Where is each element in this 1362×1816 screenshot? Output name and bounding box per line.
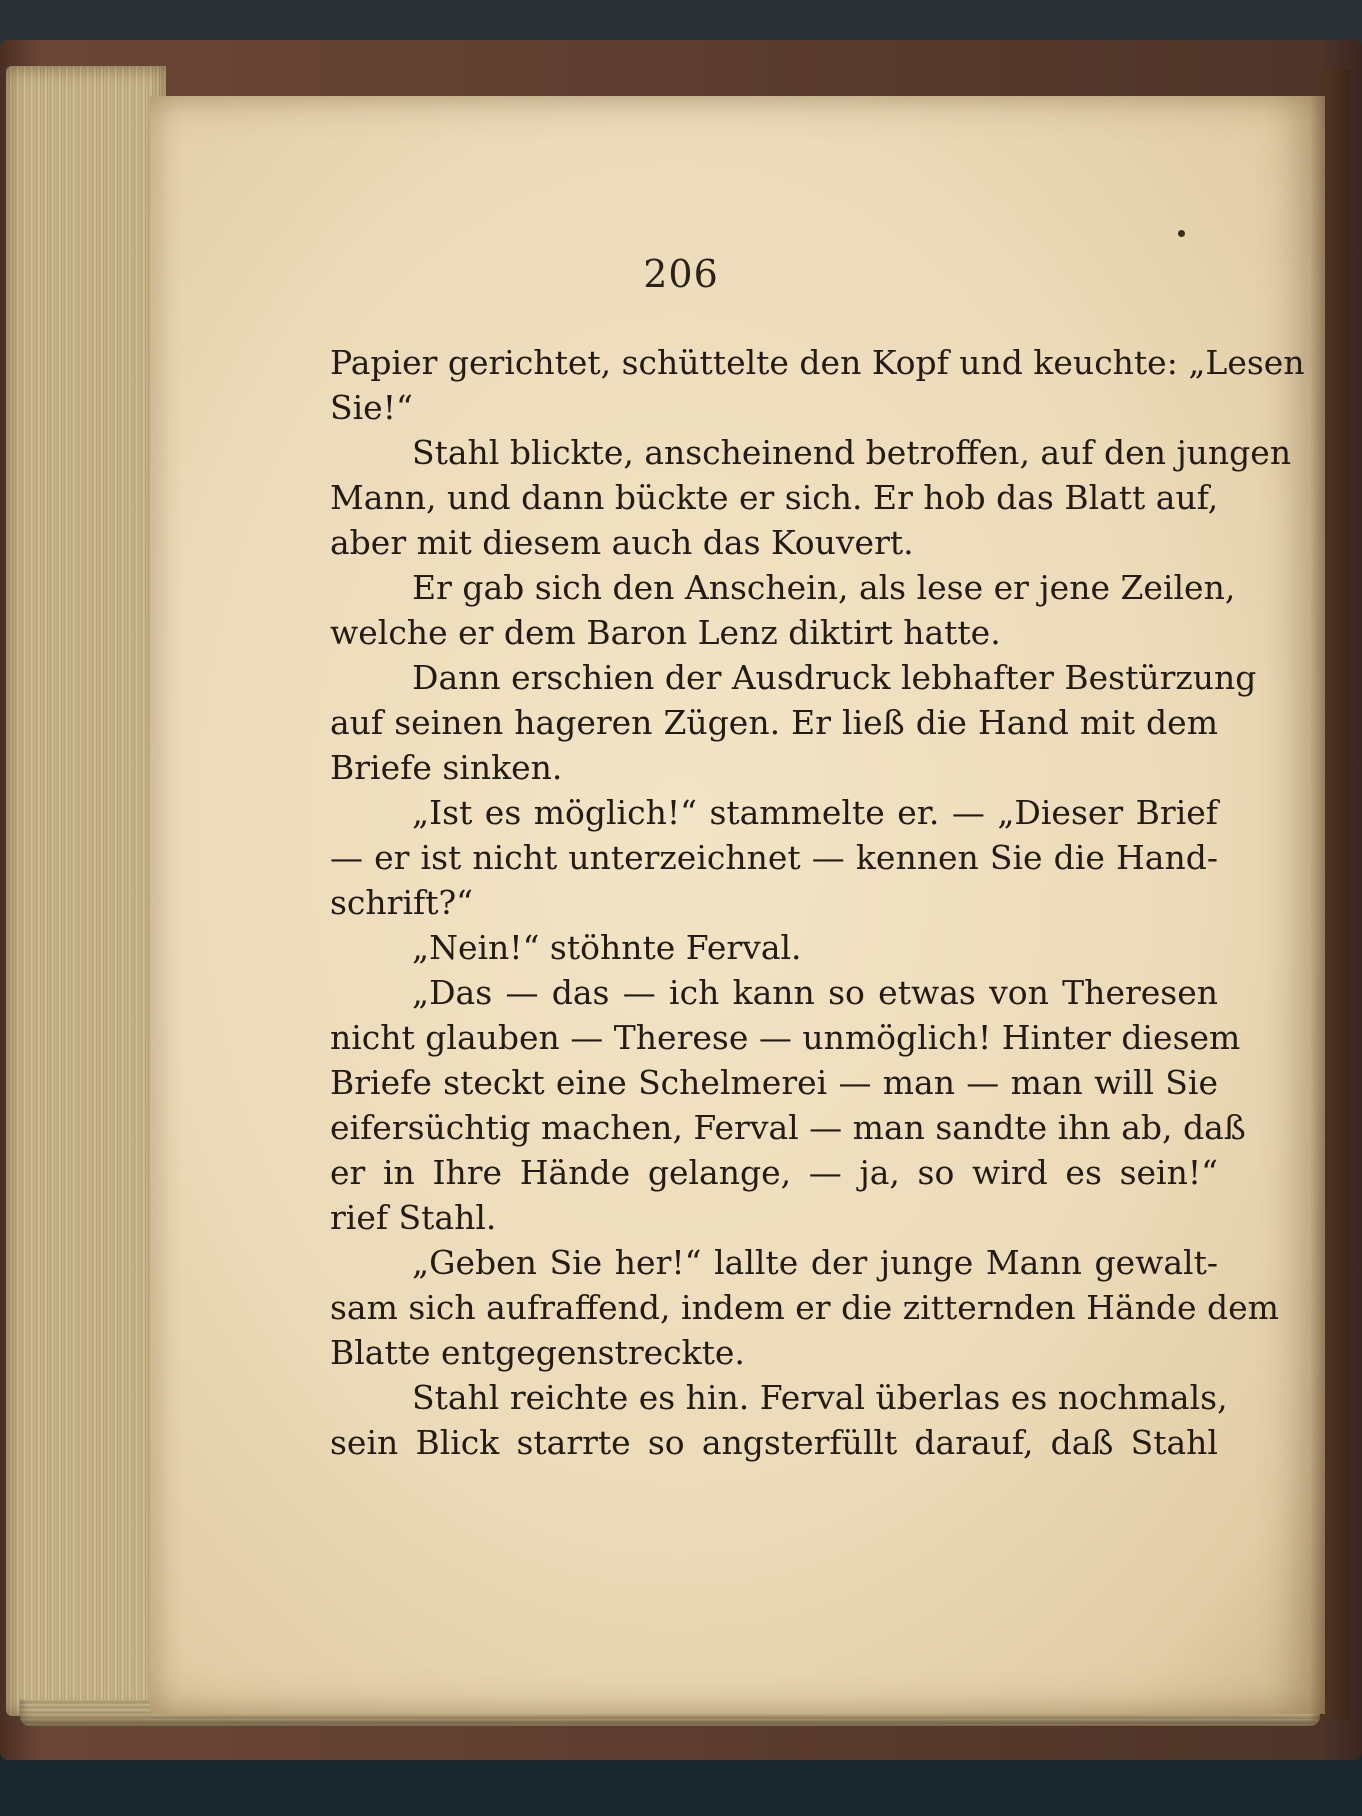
paper-fleck: [1178, 230, 1185, 237]
text-line: sam sich aufraffend, indem er die zitternden Hände dem: [330, 1288, 1279, 1327]
text-line: eifersüchtig machen, Ferval — man sandte ihn ab, daß: [330, 1108, 1246, 1147]
text-line: schrift?“: [330, 883, 474, 922]
text-line: — er ist nicht unterzeichnet — kennen Sie die Hand-: [330, 838, 1218, 877]
page-number: 206: [643, 252, 719, 296]
text-line: welche er dem Baron Lenz diktirt hatte.: [330, 613, 1001, 652]
text-line: auf seinen hageren Zügen. Er ließ die Hand mit dem: [330, 703, 1218, 742]
text-line: Sie!“: [330, 388, 413, 427]
text-line: er in Ihre Hände gelange, — ja, so wird es sein!“: [330, 1153, 1218, 1192]
page-edges-left: [6, 66, 166, 1716]
text-line: Mann, und dann bückte er sich. Er hob das Blatt auf,: [330, 478, 1219, 517]
text-line: nicht glauben — Therese — unmöglich! Hinter diesem: [330, 1018, 1241, 1057]
text-line: „Nein!“ stöhnte Ferval.: [412, 928, 802, 967]
text-line: Er gab sich den Anschein, als lese er jene Zeilen,: [412, 568, 1236, 607]
body-text: [330, 340, 1305, 1465]
text-line: Briefe sinken.: [330, 748, 563, 787]
text-line: Stahl blickte, anscheinend betroffen, auf den jungen: [412, 433, 1292, 472]
text-line: rief Stahl.: [330, 1198, 497, 1237]
text-line: „Das — das — ich kann so etwas von Theresen: [412, 973, 1218, 1012]
text-line: Blatte entgegenstreckte.: [330, 1333, 745, 1372]
gutter-shadow: [1310, 70, 1350, 1720]
text-line: Briefe steckt eine Schelmerei — man — man will Sie: [330, 1063, 1218, 1102]
text-line: Papier gerichtet, schüttelte den Kopf und keuchte: „Lesen: [330, 343, 1305, 382]
text-line: aber mit diesem auch das Kouvert.: [330, 523, 914, 562]
text-line: „Ist es möglich!“ stammelte er. — „Dieser Brief: [412, 793, 1218, 832]
text-line: sein Blick starrte so angsterfüllt darauf, daß Stahl: [330, 1423, 1218, 1462]
text-line: Dann erschien der Ausdruck lebhafter Bestürzung: [412, 658, 1257, 697]
text-line: „Geben Sie her!“ lallte der junge Mann gewalt-: [412, 1243, 1218, 1282]
text-line: Stahl reichte es hin. Ferval überlas es nochmals,: [412, 1378, 1228, 1417]
